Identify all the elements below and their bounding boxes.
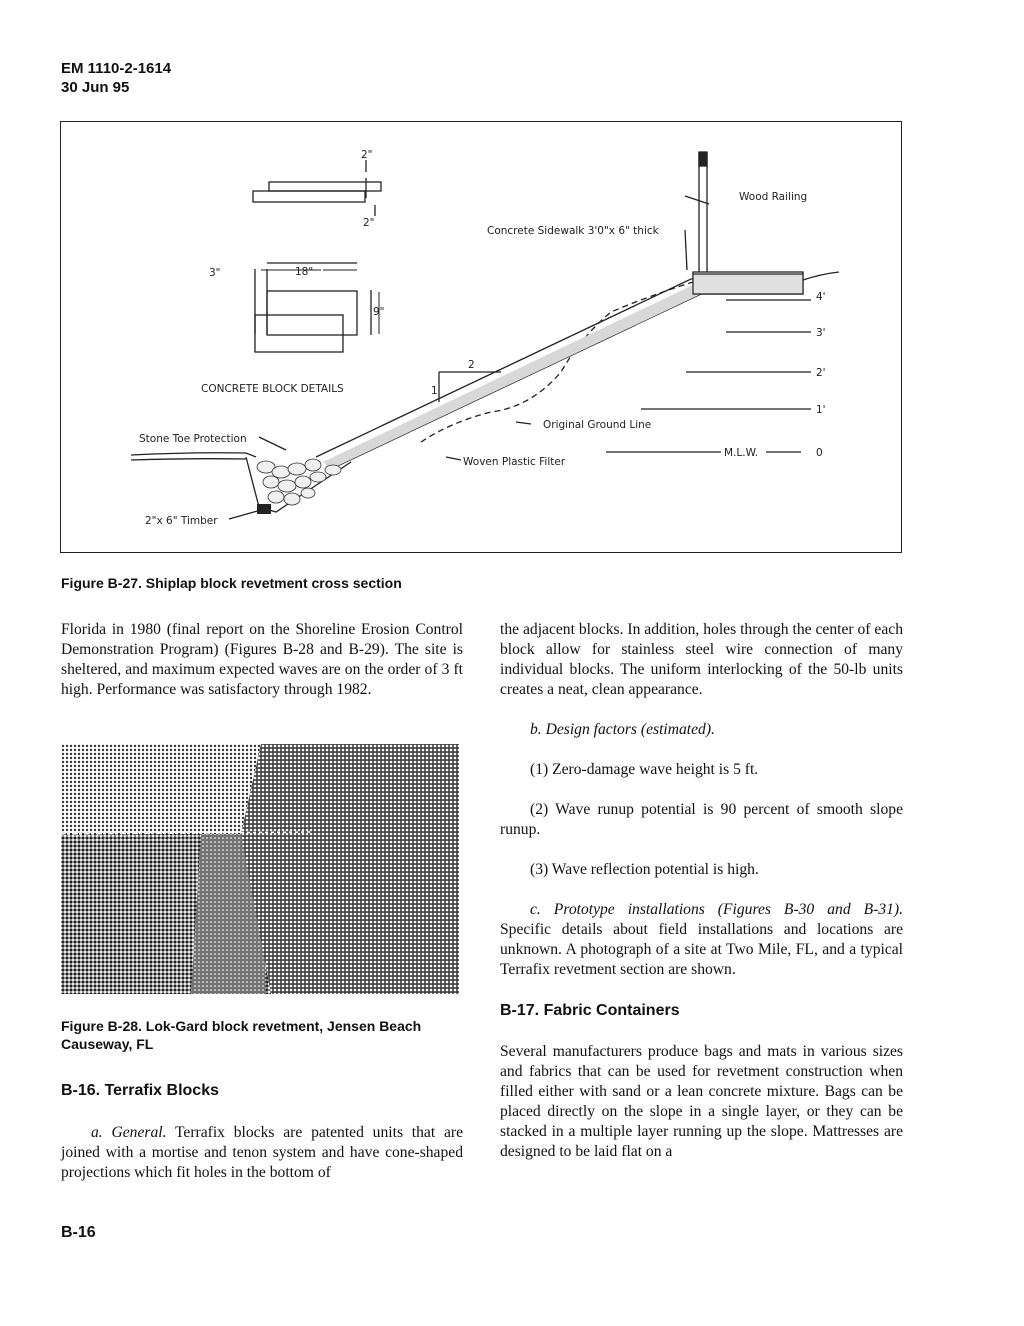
revetment-cross-section-drawing [61,122,901,552]
fabric-text: Several manufacturers produce bags and mats in various sizes and fabrics that can be used for revetment construction when filled either with sand or a lean concrete mixture. Bags can be placed directly on the slope in a single layer, or they can be stacked in a multiple layer running up the slope. Mattresses are designed to be laid flat on a [500,1043,903,1160]
design-factors-heading: b. Design factors (estimated). [530,721,715,738]
figure-b27 [60,121,902,553]
paragraph-florida: Florida in 1980 (final report on the Shoreline Erosion Control Demonstration Program) (Figures B-28 and B-29). The site is sheltered, and maximum expected waves are on the order of 3 ft high. Performance was satisfactory through 1982. [61,621,463,698]
fabric-containers-paragraph [500,1042,903,1162]
woven-filter-label: Woven Plastic Filter [463,456,566,468]
figure-b28-caption: Figure B-28. Lok-Gard block revetment, Jensen Beach Causeway, FL [61,1018,422,1052]
revetment-photo-image [61,744,459,994]
sidewalk-label: Concrete Sidewalk 3'0"x 6" thick [487,225,659,237]
stone-toe-label: Stone Toe Protection [139,433,247,445]
timber-label: 2"x 6" Timber [145,515,218,527]
dim-width-label: 18" [295,266,314,278]
mlw-label: M.L.W. [724,447,759,459]
paragraph-adjacent-blocks: the adjacent blocks. In addition, holes through the center of each block allow for stainless steel wire connection of many individual blocks. The uniform interlocking of the 50-lb units creates a neat, clean appearance. [500,621,903,698]
dim-offset-label: 3" [209,267,221,279]
terrafix-general-paragraph [61,1123,463,1183]
section-heading-b16: B-16. Terrafix Blocks [61,1082,219,1099]
page-number: B-16 [61,1224,96,1241]
elevation-1-label: 1' [816,404,826,416]
prototype-label: c. Prototype installations (Figures B-30 and B-31). [530,901,903,918]
design-item-3: (3) Wave reflection potential is high. [530,861,759,878]
dim-height-label: 9" [373,306,385,318]
figure-b27-caption: Figure B-27. Shiplap block revetment cross section [61,575,402,591]
slope-ratio-v-label: 1 [431,385,438,397]
elevation-3-label: 3' [816,327,826,339]
original-ground-label: Original Ground Line [543,419,652,431]
design-item-1: (1) Zero-damage wave height is 5 ft. [530,761,759,778]
elevation-2-label: 2' [816,367,826,379]
figure-b28-photo [61,744,459,994]
dim-top-label: 2" [361,149,373,161]
elevation-4-label: 4' [816,291,826,303]
prototype-text: Specific details about field installations and locations are unknown. A photograph of a site at Two Mile, FL, and a typical Terrafix revetment section are shown. [500,921,903,978]
block-details-label: CONCRETE BLOCK DETAILS [201,383,344,395]
dim-bottom-label: 2" [363,217,375,229]
design-item-2: (2) Wave runup potential is 90 percent of smooth slope runup. [500,801,903,838]
elevation-0-label: 0 [816,447,823,459]
general-label: a. General. [91,1124,167,1141]
doc-date: 30 Jun 95 [61,79,130,96]
wood-railing-label: Wood Railing [739,191,808,203]
general-text: Terrafix blocks are patented units that are joined with a mortise and tenon system and have cone-shaped projections which fit holes in the bottom of [61,1124,463,1181]
document-header [61,59,171,97]
left-column-intro [61,620,463,700]
right-column [500,620,903,980]
section-heading-b17: B-17. Fabric Containers [500,1002,680,1019]
slope-ratio-h-label: 2 [468,359,475,371]
doc-number: EM 1110-2-1614 [61,60,172,77]
